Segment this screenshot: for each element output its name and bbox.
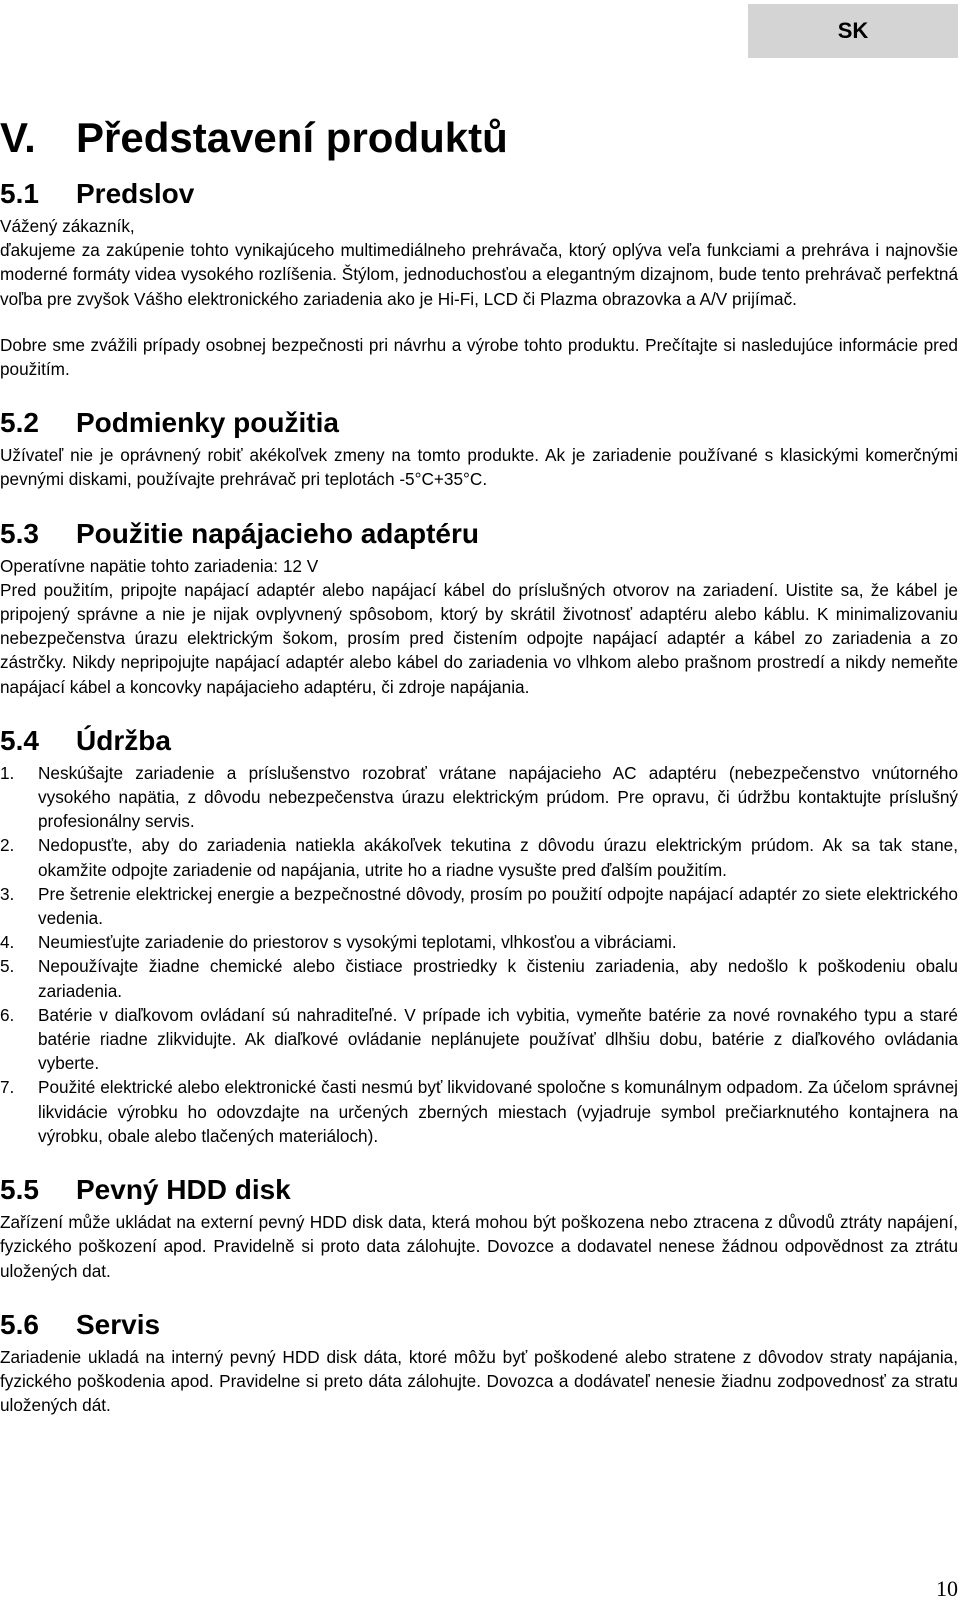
section-title: Predslov	[76, 178, 195, 209]
section-title: Údržba	[76, 724, 171, 756]
section-number: 5.5	[0, 1174, 39, 1206]
paragraph-adapter-usage: Pred použitím, pripojte napájací adaptér alebo napájací kábel do príslušných otvorov na zariadení. Uistite sa, že kábel je pripojený správne a nie je nijak ovplyvnený spôsobom, ktorý by skrátil životnosť adaptéru alebo káblu. K minimalizovaniu nebezpečenstva úrazu elektrickým šokom, prosím pred čistením odpojte napájací adaptér a kábel zo zariadenia a zo zástrčky. Nikdy nepripojujte napájací adaptér alebo kábel do zariadenia vo vlhkom alebo prašnom prostredí a nikdy nemeňte napájací kábel a koncovky napájacieho adaptéru, či zdroje napájania.	[0, 579, 958, 697]
paragraph-salutation: Vážený zákazník,	[0, 216, 135, 236]
list-item	[0, 930, 958, 954]
section-heading-podmienky	[0, 403, 958, 443]
section-title: Servis	[76, 1308, 161, 1340]
list-item-text: Nedopusťte, aby do zariadenia natiekla akákoľvek tekutina z dôvodu úrazu elektrickým prúdom. Ak sa tak stane, okamžite odpojte zariadenie od napájania, utrite ho a riadne vysušte pred ďalším použitím.	[38, 835, 958, 880]
section-heading-predslov	[0, 174, 958, 214]
language-badge	[748, 4, 958, 58]
section-title: Použitie napájacieho adaptéru	[76, 517, 479, 549]
section-heading-udrzba	[0, 721, 958, 761]
section-title: Podmienky použitia	[76, 407, 339, 439]
list-item-text: Pre šetrenie elektrickej energie a bezpečnostné dôvody, prosím po použití odpojte napájací adaptér zo siete elektrického vedenia.	[38, 883, 958, 929]
paragraph-conditions: Užívateľ nie je oprávnený robiť akékoľvek zmeny na tomto produkte. Ak je zariadenie používané s klasickými komerčnými pevnými diskami, používajte prehrávač pri teplotách -5°C+35°C.	[0, 445, 958, 490]
document-page	[0, 108, 958, 1417]
section-number: 5.6	[0, 1308, 39, 1340]
paragraph-hdd: Zařízení může ukládat na externí pevný HDD disk data, která mohou být poškozena nebo ztracena z důvodů ztráty napájení, fyzického poškození apod. Pravidelně si proto data zálohujte. Dovozce a dodavatel nenese žádnou odpovědnost za ztrátu uložených dat.	[0, 1212, 958, 1281]
list-item-text: Použité elektrické alebo elektronické časti nesmú byť likvidované spoločne s komunálnym odpadom. Za účelom správnej likvidácie výrobku ho odovzdajte na určených zberných miestach (vyjadruje symbol prečiarknutého kontajnera na výrobku, obale alebo tlačených materiáloch).	[38, 1077, 958, 1146]
list-item-text: Nepoužívajte žiadne chemické alebo čistiace prostriedky k čisteniu zariadenia, aby nedošlo k poškodeniu obalu zariadenia.	[38, 956, 958, 1001]
list-item	[0, 1075, 958, 1148]
paragraph-servis: Zariadenie ukladá na interný pevný HDD disk dáta, ktoré môžu byť poškodené alebo stratene z dôvodov straty napájania, fyzického poškodenia apod. Pravidelne si preto dáta zálohujte. Dovozca a dodávateľ nenesie žiadnu zodpovednosť za stratu uložených dát.	[0, 1346, 958, 1416]
list-item-number: 4.	[0, 932, 15, 953]
section-heading-adapter	[0, 514, 958, 554]
list-item-text: Neskúšajte zariadenie a príslušenstvo rozobrať vrátane napájacieho AC adaptéru (nebezpečenstvo vnútorného vysokého napätia, z dôvodu nebezpečenstva úrazu elektrickým prúdom. Pre opravu, či údržbu kontaktujte príslušný profesionálny servis.	[38, 762, 958, 832]
section-number: 5.1	[0, 178, 39, 209]
section-heading-hdd	[0, 1170, 958, 1210]
list-item-text: Batérie v diaľkovom ovládaní sú nahraditeľné. V prípade ich vybitia, vymeňte batérie za nové rovnakého typu a staré batérie riadne zlikvidujte. Ak diaľkové ovládanie neplánujete používať dlhšiu dobu, batérie z diaľkového ovládania vyberte.	[38, 1004, 958, 1074]
page-number: 10	[936, 1576, 958, 1601]
chapter-title: Představení produktů	[76, 114, 508, 161]
list-item-number: 1.	[0, 762, 15, 783]
section-number: 5.4	[0, 724, 39, 756]
list-item	[0, 761, 958, 834]
section-heading-servis	[0, 1305, 958, 1345]
list-item-number: 7.	[0, 1077, 15, 1098]
section-title: Pevný HDD disk	[76, 1174, 291, 1206]
section-number: 5.2	[0, 407, 39, 439]
list-item-number: 6.	[0, 1004, 15, 1025]
chapter-number: V.	[0, 114, 36, 161]
list-item-number: 2.	[0, 835, 15, 856]
maintenance-list	[0, 761, 958, 1148]
list-item-number: 5.	[0, 956, 15, 977]
list-item	[0, 954, 958, 1002]
section-number: 5.3	[0, 517, 39, 549]
list-item	[0, 882, 958, 930]
language-code: SK	[837, 18, 869, 43]
paragraph-safety-note: Dobre sme zvážili prípady osobnej bezpečnosti pri návrhu a výrobe tohto produktu. Prečítajte si nasledujúce informácie pred použitím.	[0, 334, 958, 380]
list-item-text: Neumiesťujte zariadenie do priestorov s vysokými teplotami, vlhkosťou a vibráciami.	[38, 932, 677, 953]
paragraph-thanks: ďakujeme za zakúpenie tohto vynikajúceho multimediálneho prehrávača, ktorý oplýva veľa funkciami a prehráva i najnovšie moderné formáty videa vysokého rozlíšenia. Štýlom, jednoduchosťou a elegantným dizajnom, bude tento prehrávač perfektná voľba pre zvyšok Vášho elektronického zariadenia ako je Hi-Fi, LCD či Plazma obrazovka a A/V prijímač.	[0, 240, 958, 309]
paragraph-voltage: Operatívne napätie tohto zariadenia: 12 V	[0, 555, 319, 576]
list-item-number: 3.	[0, 883, 15, 904]
chapter-heading	[0, 108, 958, 168]
list-item	[0, 1003, 958, 1076]
list-item	[0, 833, 958, 881]
